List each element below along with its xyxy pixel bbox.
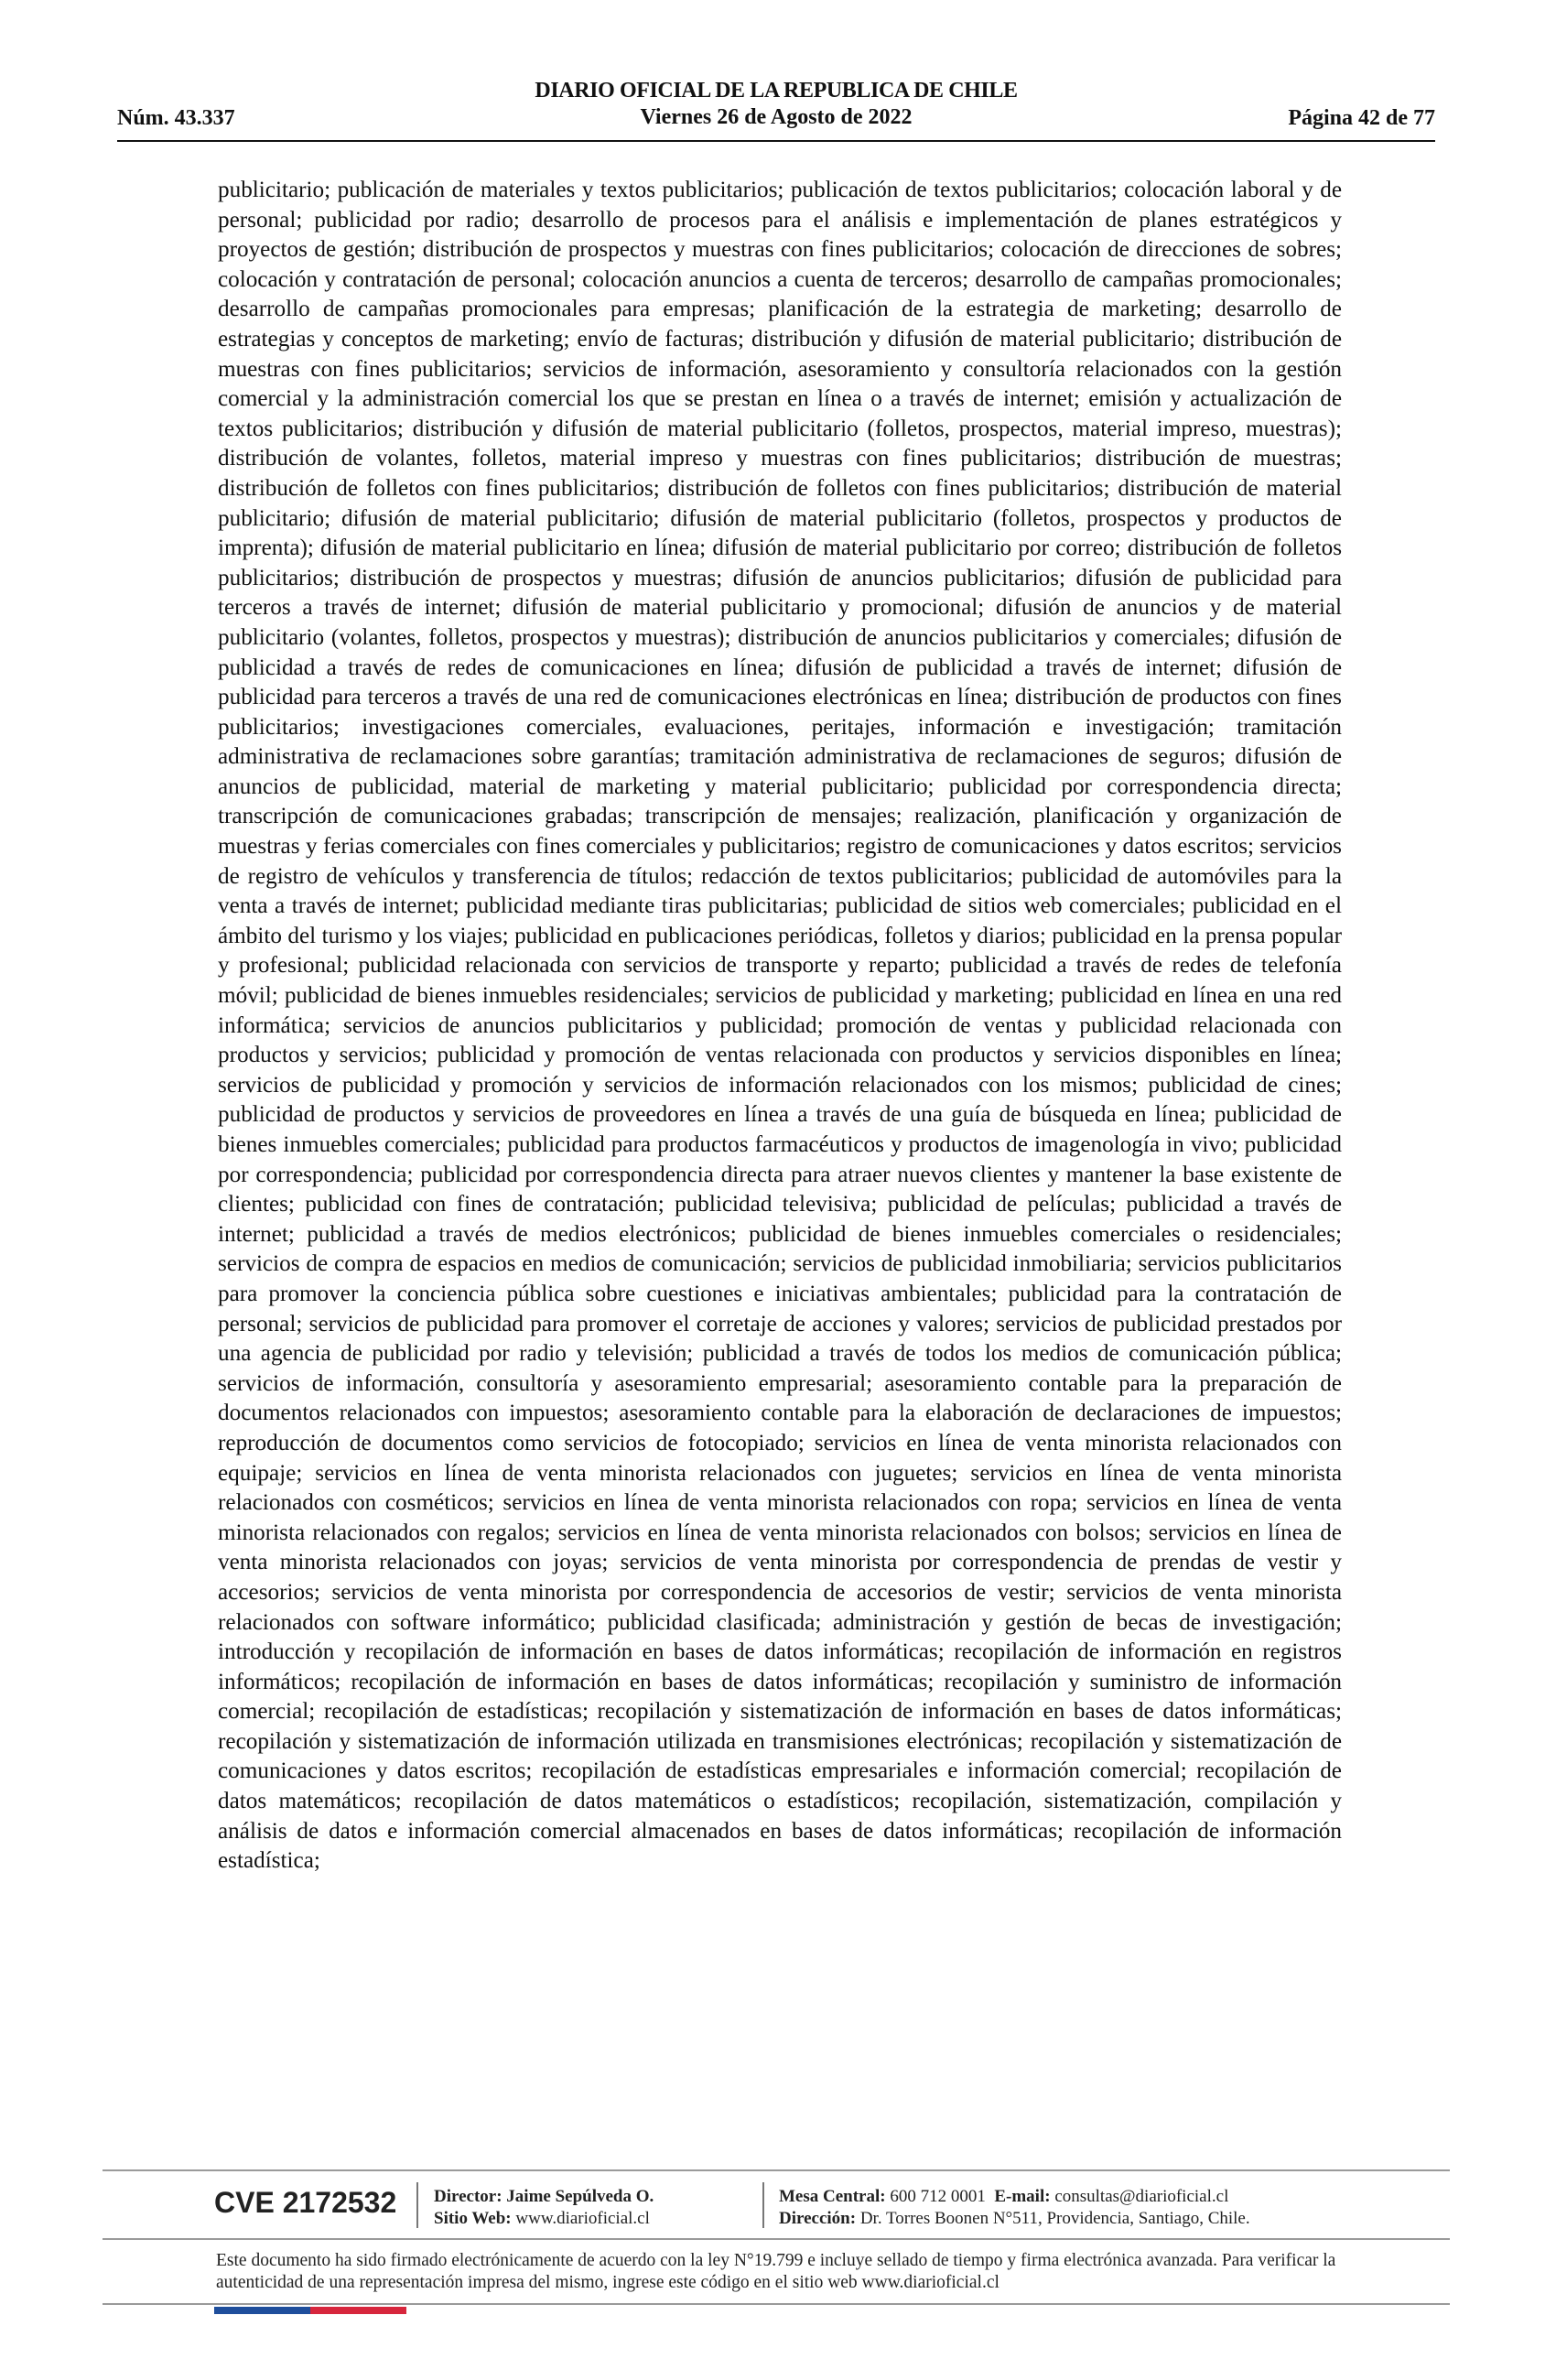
publication-date: Viernes 26 de Agosto de 2022 bbox=[640, 105, 913, 129]
director-info bbox=[434, 2186, 654, 2230]
contact-info bbox=[779, 2186, 1250, 2230]
flag-stripe bbox=[214, 2307, 406, 2314]
website-link[interactable]: www.diarioficial.cl bbox=[515, 2209, 650, 2228]
footer-divider-bottom bbox=[103, 2303, 1450, 2305]
website-line bbox=[434, 2208, 654, 2230]
page-header bbox=[117, 73, 1435, 137]
cve-code: CVE 2172532 bbox=[214, 2186, 397, 2219]
issue-number: Núm. 43.337 bbox=[117, 106, 235, 130]
footer-divider-mid bbox=[103, 2238, 1450, 2240]
director-line bbox=[434, 2186, 654, 2208]
footer-divider-2 bbox=[762, 2182, 764, 2228]
flag-stripe-blue bbox=[214, 2307, 310, 2314]
contact-line bbox=[779, 2186, 1250, 2208]
website-label: Sitio Web: bbox=[434, 2209, 512, 2228]
email-label: E-mail: bbox=[994, 2187, 1051, 2206]
address-line bbox=[779, 2208, 1250, 2230]
address-label: Dirección: bbox=[779, 2209, 857, 2228]
footer-divider-1 bbox=[416, 2182, 418, 2228]
address-text: Dr. Torres Boonen N°511, Providencia, Santiago, Chile. bbox=[859, 2209, 1250, 2228]
director-name: Jaime Sepúlveda O. bbox=[506, 2187, 654, 2206]
legal-notice: Este documento ha sido firmado electrónicamente de acuerdo con la ley N°19.799 e incluye sellado de tiempo y firma electrónica avanzada. Para verificar la autenticidad de una representación impresa del mismo, ingrese este código en el sitio web www.diarioficial.cl bbox=[216, 2251, 1336, 2292]
publication-title: DIARIO OFICIAL DE LA REPUBLICA DE CHILE bbox=[535, 79, 1018, 103]
director-label: Director: bbox=[434, 2187, 502, 2206]
header-divider bbox=[117, 140, 1435, 142]
email-link[interactable]: consultas@diarioficial.cl bbox=[1054, 2187, 1229, 2206]
footer-divider-top bbox=[103, 2169, 1450, 2171]
masthead bbox=[117, 79, 1435, 130]
phone-number: 600 712 0001 bbox=[890, 2187, 986, 2206]
phone-label: Mesa Central: bbox=[779, 2187, 886, 2206]
page-number: Página 42 de 77 bbox=[1288, 106, 1435, 130]
body-paragraph: publicitario; publicación de materiales y textos publicitarios; publicación de textos publicitarios; colocación laboral y de personal; publicidad por radio; desarrollo de procesos para el análisis e implementación de planes estratégicos y proyectos de gestión; distribución de prospectos y muestras con fines publicitarios; colocación de direcciones de sobres; colocación y contratación de personal; colocación anuncios a cuenta de terceros; desarrollo de campañas promocionales; desarrollo de campañas promocionales para empresas; planificación de la estrategia de marketing; desarrollo de estrategias y conceptos de marketing; envío de facturas; distribución y difusión de material publicitario; distribución de muestras con fines publicitarios; servicios de información, asesoramiento y consultoría relacionados con la gestión comercial y la administración comercial los que se prestan en línea o a través de internet; emisión y actualización de textos publicitarios; distribución y difusión de material publicitario (folletos, prospectos, material impreso, muestras); distribución de volantes, folletos, material impreso y muestras con fines publicitarios; distribución de muestras; distribución de folletos con fines publicitarios; distribución de folletos con fines publicitarios; distribución de material publicitario; difusión de material publicitario; difusión de material publicitario (folletos, prospectos y productos de imprenta); difusión de material publicitario en línea; difusión de material publicitario por correo; distribución de folletos publicitarios; distribución de prospectos y muestras; difusión de anuncios publicitarios; difusión de publicidad para terceros a través de internet; difusión de material publicitario y promocional; difusión de anuncios y de material publicitario (volantes, folletos, prospectos y muestras); distribución de anuncios publicitarios y comerciales; difusión de publicidad a través de redes de comunicaciones en línea; difusión de publicidad a través de internet; difusión de publicidad para terceros a través de una red de comunicaciones electrónicas en línea; distribución de productos con fines publicitarios; investigaciones comerciales, evaluaciones, peritajes, información e investigación; tramitación administrativa de reclamaciones sobre garantías; tramitación administrativa de reclamaciones de seguros; difusión de anuncios de publicidad, material de marketing y material publicitario; publicidad por correspondencia directa; transcripción de comunicaciones grabadas; transcripción de mensajes; realización, planificación y organización de muestras y ferias comerciales con fines comerciales y publicitarios; registro de comunicaciones y datos escritos; servicios de registro de vehículos y transferencia de títulos; redacción de textos publicitarios; publicidad de automóviles para la venta a través de internet; publicidad mediante tiras publicitarias; publicidad de sitios web comerciales; publicidad en el ámbito del turismo y los viajes; publicidad en publicaciones periódicas, folletos y diarios; publicidad en la prensa popular y profesional; publicidad relacionada con servicios de transporte y reparto; publicidad a través de redes de telefonía móvil; publicidad de bienes inmuebles residenciales; servicios de publicidad y marketing; publicidad en línea en una red informática; servicios de anuncios publicitarios y publicidad; promoción de ventas y publicidad relacionada con productos y servicios; publicidad y promoción de ventas relacionada con productos y servicios disponibles en línea; servicios de publicidad y promoción y servicios de información relacionados con los mismos; publicidad de cines; publicidad de productos y servicios de proveedores en línea a través de una guía de búsqueda en línea; publicidad de bienes inmuebles comerciales; publicidad para productos farmacéuticos y productos de imagenología in vivo; publicidad por correspondencia; publicidad por correspondencia directa para atraer nuevos clientes y mantener la base existente de clientes; publicidad con fines de contratación; publicidad televisiva; publicidad de películas; publicidad a través de internet; publicidad a través de medios electrónicos; publicidad de bienes inmuebles comerciales o residenciales; servicios de compra de espacios en medios de comunicación; servicios de publicidad inmobiliaria; servicios publicitarios para promover la conciencia pública sobre cuestiones e iniciativas ambientales; publicidad para la contratación de personal; servicios de publicidad para promover el corretaje de acciones y valores; servicios de publicidad prestados por una agencia de publicidad por radio y televisión; publicidad a través de todos los medios de comunicación pública; servicios de información, consultoría y asesoramiento empresarial; asesoramiento contable para la preparación de documentos relacionados con impuestos; asesoramiento contable para la elaboración de declaraciones de impuestos; reproducción de documentos como servicios de fotocopiado; servicios en línea de venta minorista relacionados con equipaje; servicios en línea de venta minorista relacionados con juguetes; servicios en línea de venta minorista relacionados con cosméticos; servicios en línea de venta minorista relacionados con ropa; servicios en línea de venta minorista relacionados con regalos; servicios en línea de venta minorista relacionados con bolsos; servicios en línea de venta minorista relacionados con joyas; servicios de venta minorista por correspondencia de prendas de vestir y accesorios; servicios de venta minorista por correspondencia de accesorios de vestir; servicios de venta minorista relacionados con software informático; publicidad clasificada; administración y gestión de becas de investigación; introducción y recopilación de información en bases de datos informáticas; recopilación de información en registros informáticos; recopilación de información en bases de datos informáticas; recopilación y suministro de información comercial; recopilación de estadísticas; recopilación y sistematización de información en bases de datos informáticas; recopilación y sistematización de información utilizada en transmisiones electrónicas; recopilación y sistematización de comunicaciones y datos escritos; recopilación de estadísticas empresariales e información comercial; recopilación de datos matemáticos; recopilación de datos matemáticos o estadísticos; recopilación, sistematización, compilación y análisis de datos e información comercial almacenados en bases de datos informáticas; recopilación de información estadística; bbox=[218, 178, 1342, 1874]
flag-stripe-red bbox=[310, 2307, 406, 2314]
